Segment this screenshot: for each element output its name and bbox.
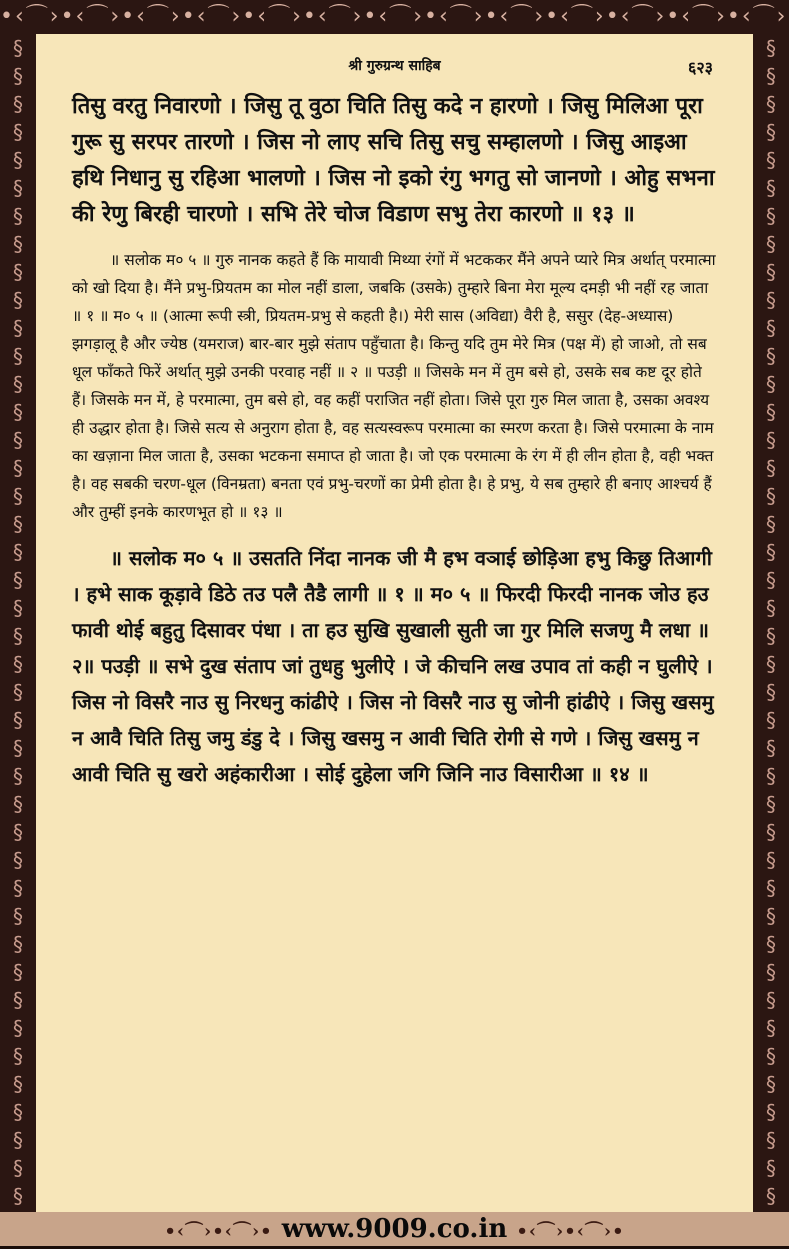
- right-border-ornament: § § § § § § § § § § § § § § § § § § § § § § § § § § § § § § § § § § § § § § § § § §: [753, 34, 789, 1212]
- hindi-translation-text: ॥ सलोक म० ५ ॥ गुरु नानक कहते हैं कि मायावी मिथ्या रंगों में भटककर मैंने अपने प्यारे मित्र अर्थात् परमात्मा को खो दिया है। मैंने प्रभु-प्रियतम का मोल नहीं डाला, जबकि (उसके) तुम्हारे बिना मेरा मूल्य दमड़ी भी नहीं रह जाता ॥ १ ॥ म० ५ ॥ (आत्मा रूपी स्त्री, प्रियतम-प्रभु से कहती है।) मेरी सास (अविद्या) वैरी है, ससुर (देह-अध्यास) झगड़ालू है और ज्येष्ठ (यमराज) बार-बार मुझे संताप पहुँचाता है। किन्तु यदि तुम मेरे मित्र (पक्ष में) हो जाओ, तो सब धूल फाँकते फिरें अर्थात् मुझे उनकी परवाह नहीं ॥ २ ॥ पउड़ी ॥ जिसके मन में तुम बसे हो, उसके सब कष्ट दूर होते हैं। जिसके मन में, हे परमात्मा, तुम बसे हो, वह कहीं पराजित नहीं होता। जिसे पूरा गुरु मिल जाता है, उसका अवश्य ही उद्धार होता है। जिसे सत्य से अनुराग होता है, वह सत्यस्वरूप परमात्मा का स्मरण करता है। जिसे परमात्मा के नाम का खज़ाना मिल जाता है, उसका भटकना समाप्त हो जाता है। जो एक परमात्मा के रंग में ही लीन होता है, वही भक्त है। वह सबकी चरण-धूल (विनम्रता) बनता एवं प्रभु-चरणों का प्रेमी होता है। हे प्रभु, ये सब तुम्हारे ही बनाए आश्चर्य हैं और तुम्हीं इनके कारणभूत हो ॥ १३ ॥: [72, 246, 717, 526]
- footer-ornament-right: •‹⌒›•‹⌒›•: [516, 1221, 624, 1242]
- gurmukhi-verse-top: [72, 88, 717, 232]
- top-border-ornament: •‹⌒›•‹⌒›•‹⌒›•‹⌒›•‹⌒›•‹⌒›•‹⌒›•‹⌒›•‹⌒›•‹⌒›•‹⌒›•‹⌒›•‹⌒›•‹⌒›•: [0, 0, 789, 34]
- footer-url[interactable]: www.9009.co.in: [282, 1214, 508, 1244]
- gurmukhi-bottom-text: ॥ सलोक म० ५ ॥ उसतति निंदा नानक जी मै हभ वञाई छोड़िआ हभु किछु तिआगी । हभे साक कूड़ावे डिठे तउ पलै तैडै लागी ॥ १ ॥ म० ५ ॥ फिरदी फिरदी नानक जोउ हउ फावी थोई बहुतु दिसावर पंधा । ता हउ सुखि सुखाली सुती जा गुर मिलि सजणु मै लधा ॥२॥ पउड़ी ॥ सभे दुख संताप जां तुधहु भुलीऐ । जे कीचनि लख उपाव तां कही न घुलीऐ । जिस नो विसरै नाउ सु निरधनु कांढीऐ । जिस नो विसरै नाउ सु जोनी हांढीऐ । जिसु खसमु न आवै चिति तिसु जमु डंडु दे । जिसु खसमु न आवी चिति रोगी से गणे । जिसु खसमु न आवी चिति सु खरो अहंकारीआ । सोई दुहेला जगि जिनि नाउ विसारीआ ॥ १४ ॥: [72, 540, 717, 792]
- page-number: ६२३: [688, 56, 713, 78]
- gurmukhi-top-text: तिसु वरतु निवारणो । जिसु तू वुठा चिति तिसु कदे न हारणो । जिसु मिलिआ पूरा गुरू सु सरपर तारणो । जिस नो लाए सचि तिसु सचु सम्हालणो । जिसु आइआ हथि निधानु सु रहिआ भालणो । जिस नो इको रंगु भगतु सो जानणो । ओहु सभना की रेणु बिरही चारणो । सभि तेरे चोज विडाण सभु तेरा कारणो ॥ १३ ॥: [72, 88, 717, 232]
- footer-bar: [0, 1212, 789, 1246]
- footer-ornament-left: •‹⌒›•‹⌒›•: [164, 1221, 272, 1242]
- running-header: [72, 56, 717, 82]
- page-title: श्री गुरुग्रन्थ साहिब: [348, 56, 440, 82]
- hindi-translation: [72, 246, 717, 526]
- gurmukhi-verse-bottom: [72, 540, 717, 792]
- scripture-page: [36, 34, 753, 1212]
- left-border-ornament: § § § § § § § § § § § § § § § § § § § § § § § § § § § § § § § § § § § § § § § § § §: [0, 34, 36, 1212]
